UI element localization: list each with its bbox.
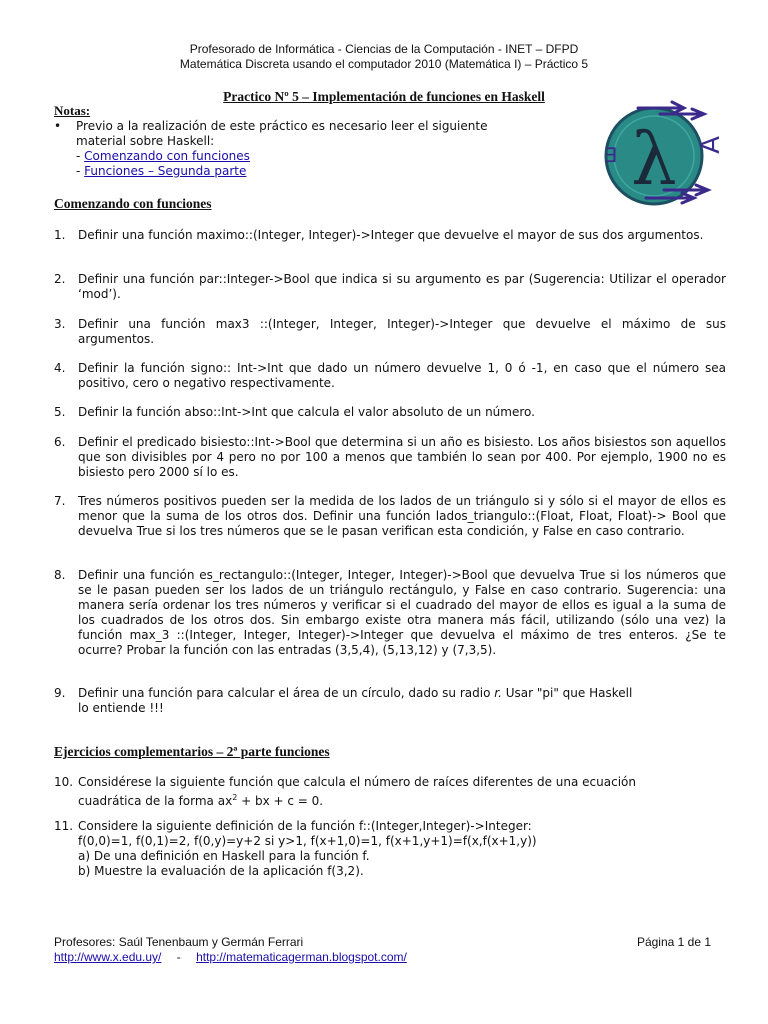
exercise-11-line2: f(0,0)=1, f(0,1)=2, f(0,y)=y+2 si y>1, f(x+1,0)=1, f(x+1,y+1)=f(x,f(x+1,y)) — [78, 834, 537, 848]
exercise-9 — [54, 686, 726, 716]
exercise-11-line1: Considere la siguiente definición de la función f::(Integer,Integer)->Integer: — [78, 819, 532, 833]
exercise-10 — [54, 775, 726, 809]
exercise-text: Definir el predicado bisiesto::Int->Bool que determina si un año es bisiesto. Los años bisiestos son aquellos que son divisibles por 4 pero no por 100 a menos que también lo sean por 400. Por ejemplo, 1900 no es bisiesto pero 2000 sí lo es. — [78, 435, 726, 479]
exercise-number: 11. — [54, 819, 74, 833]
section-heading-complementarios: Ejercicios complementarios – 2ª parte funciones — [54, 744, 330, 759]
header-line-2: Matemática Discreta usando el computador 2010 (Matemática I) – Práctico 5 — [179, 57, 589, 71]
exercise-1 — [54, 228, 726, 243]
exercise-10-line2 — [78, 790, 726, 809]
exercise-number: 10. — [54, 775, 74, 789]
exercise-number: 7. — [54, 494, 66, 508]
exercise-11-a: a) De una definición en Haskell para la función f. — [78, 849, 370, 863]
exercise-number: 9. — [54, 686, 66, 700]
footer-link-blog[interactable]: http://matematicagerman.blogspot.com/ — [196, 950, 407, 964]
exercise-text: Definir una función maximo::(Integer, Integer)->Integer que devuelve el mayor de sus dos argumentos. — [78, 228, 704, 242]
dash: - — [76, 149, 81, 163]
notes-text-2: material sobre Haskell: — [76, 134, 215, 148]
exercise-text: Definir una función max3 ::(Integer, Integer, Integer)->Integer que devuelve el máximo de sus argumentos. — [78, 317, 726, 346]
exponent: 2 — [232, 793, 238, 802]
notes-text-1: Previo a la realización de este práctico es necesario leer el siguiente — [76, 119, 488, 133]
exercise-6 — [54, 435, 726, 480]
footer-link-xedu[interactable]: http://www.x.edu.uy/ — [54, 950, 162, 964]
exercise-number: 1. — [54, 228, 66, 242]
exercise-8 — [54, 568, 726, 658]
footer-links — [54, 950, 407, 965]
exercise-10-line1: Considérese la siguiente función que calcula el número de raíces diferentes de una ecuación — [78, 775, 636, 789]
exercise-text: Definir una función es_rectangulo::(Integer, Integer, Integer)->Bool que devuelva True si los números que se le pasan pueden ser los lados de un triángulo rectángulo, y False en caso contrario. Sugerencia: una manera sería ordenar los tres números y verificar si el cuadrado del mayor de ellos es igual a la suma de los cuadrados de los otros dos. Sin embargo existe otra manera más fácil, utilizando (sólo una vez) la función max_3 ::(Integer, Integer, Integer)->Integer que devuelva el máximo de tres enteros. ¿Se te ocurre? Probar la función con las entradas (3,5,4), (5,13,12) y (7,3,5). — [78, 568, 726, 657]
exercise-3 — [54, 317, 726, 347]
exercise-text — [78, 775, 726, 809]
exercise-9-part2: Usar "pi" que Haskell — [501, 686, 633, 700]
link-funciones-segunda-parte[interactable]: Funciones – Segunda parte — [84, 164, 247, 178]
exercise-text: Definir la función abso::Int->Int que calcula el valor absoluto de un número. — [78, 405, 535, 419]
link-comenzando-con-funciones[interactable]: Comenzando con funciones — [84, 149, 250, 163]
exercise-number: 2. — [54, 272, 66, 286]
notes-list-item — [54, 119, 556, 179]
equation-prefix: cuadrática de la forma ax — [78, 794, 233, 808]
haskell-lambda-logo — [598, 100, 726, 210]
exercise-5 — [54, 405, 726, 420]
lambda-symbol: λ — [631, 117, 677, 201]
equation-suffix: + bx + c = 0. — [237, 794, 324, 808]
exercise-11-b: b) Muestre la evaluación de la aplicación f(3,2). — [78, 864, 364, 878]
exercise-number: 8. — [54, 568, 66, 582]
radius-variable: r. — [494, 686, 502, 700]
exercise-number: 5. — [54, 405, 66, 419]
exercise-text — [78, 819, 726, 879]
page-title: Practico Nº 5 – Implementación de funciones en Haskell — [223, 89, 545, 104]
notes-link-row-2 — [76, 164, 556, 179]
exercise-number: 6. — [54, 435, 66, 449]
header-line-1: Profesorado de Informática - Ciencias de la Computación - INET – DFPD — [189, 42, 579, 56]
exercise-7 — [54, 494, 726, 539]
svg-text:∃: ∃ — [604, 143, 617, 167]
dash: - — [76, 164, 81, 178]
footer-page-number: Página 1 de 1 — [636, 935, 711, 949]
bullet: • — [54, 119, 62, 133]
exercise-11 — [54, 819, 726, 879]
exercise-text — [78, 686, 726, 716]
notes-heading: Notas: — [54, 103, 91, 118]
exercise-2 — [54, 272, 726, 302]
exercise-4 — [54, 361, 726, 391]
section-heading-comenzando: Comenzando con funciones — [54, 196, 212, 211]
exercise-text: Definir una función par::Integer->Bool que indica si su argumento es par (Sugerencia: Utilizar el operador ‘mod’). — [78, 272, 726, 301]
exercise-9-part1: Definir una función para calcular el área de un círculo, dado su radio — [78, 686, 495, 700]
svg-text:∀: ∀ — [693, 136, 723, 154]
exercise-number: 3. — [54, 317, 66, 331]
notes-link-row-1 — [76, 149, 556, 164]
exercise-text: Tres números positivos pueden ser la medida de los lados de un triángulo si y sólo si el mayor de ellos es menor que la suma de los otros dos. Definir una función lados_triangulo::(Float, Float, Float)-> Bool que devuelva True si los tres números que se le pasan verifican esta condición, y False en caso contrario. — [78, 494, 726, 538]
footer-professors: Profesores: Saúl Tenenbaum y Germán Ferrari — [54, 935, 304, 949]
exercise-number: 4. — [54, 361, 66, 375]
exercise-9-line2: lo entiende !!! — [78, 701, 164, 715]
exercise-text: Definir la función signo:: Int->Int que dado un número devuelve 1, 0 ó -1, en caso que el número sea positivo, cero o negativo respectivamente. — [78, 361, 726, 390]
footer-separator: - — [176, 950, 181, 964]
